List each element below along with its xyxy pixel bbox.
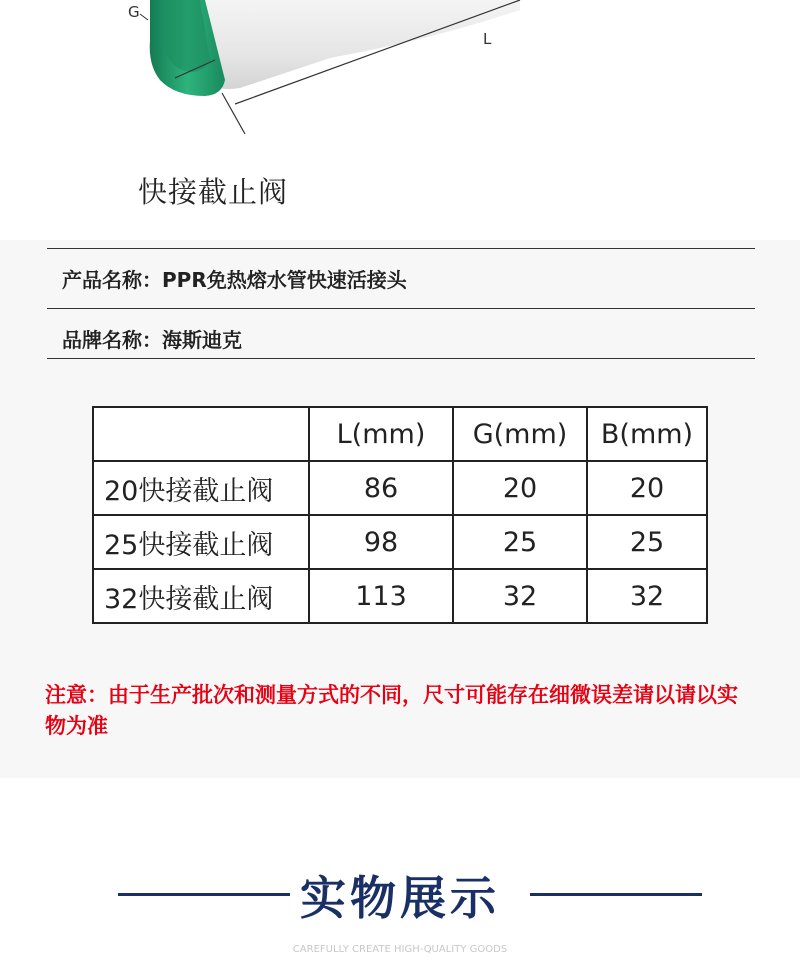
dimension-label-g: G — [128, 3, 140, 21]
table-cell-b: 25 — [587, 515, 707, 569]
size-table — [92, 406, 708, 624]
table-cell-model: 20快接截止阀 — [93, 461, 309, 515]
table-cell-b: 20 — [587, 461, 707, 515]
table-cell-model: 32快接截止阀 — [93, 569, 309, 623]
brand-name-row: 品牌名称：海斯迪克 — [62, 328, 242, 352]
product-diagram-section — [0, 0, 800, 240]
product-name-row: 产品名称：PPR免热熔水管快速活接头 — [62, 268, 407, 292]
table-cell-b: 32 — [587, 569, 707, 623]
valve-dimension-diagram — [0, 0, 800, 150]
table-cell-l: 86 — [309, 461, 453, 515]
divider — [47, 248, 755, 249]
section-title-line-right — [530, 893, 702, 896]
spec-section — [0, 240, 800, 778]
table-header-cell: G(mm) — [453, 407, 587, 461]
table-cell-model: 25快接截止阀 — [93, 515, 309, 569]
divider — [47, 358, 755, 359]
table-cell-g: 20 — [453, 461, 587, 515]
product-caption: 快接截止阀 — [138, 175, 289, 209]
table-header-cell: L(mm) — [309, 407, 453, 461]
table-cell-l: 98 — [309, 515, 453, 569]
table-header-cell — [93, 407, 309, 461]
table-cell-g: 32 — [453, 569, 587, 623]
l-extension-line — [222, 93, 245, 134]
table-cell-l: 113 — [309, 569, 453, 623]
table-row — [93, 461, 707, 515]
table-row — [93, 569, 707, 623]
divider — [47, 308, 755, 309]
section-title: 实物展示 — [300, 871, 500, 925]
valve-body — [200, 0, 520, 89]
table-row — [93, 515, 707, 569]
table-header-cell: B(mm) — [587, 407, 707, 461]
section-subtitle: CAREFULLY CREATE HIGH-QUALITY GOODS — [292, 944, 508, 955]
table-cell-g: 25 — [453, 515, 587, 569]
dimension-label-l: L — [483, 30, 492, 48]
measurement-note: 注意：由于生产批次和测量方式的不同，尺寸可能存在细微误差请以请以实物为准 — [45, 683, 738, 738]
table-header-row — [93, 407, 707, 461]
